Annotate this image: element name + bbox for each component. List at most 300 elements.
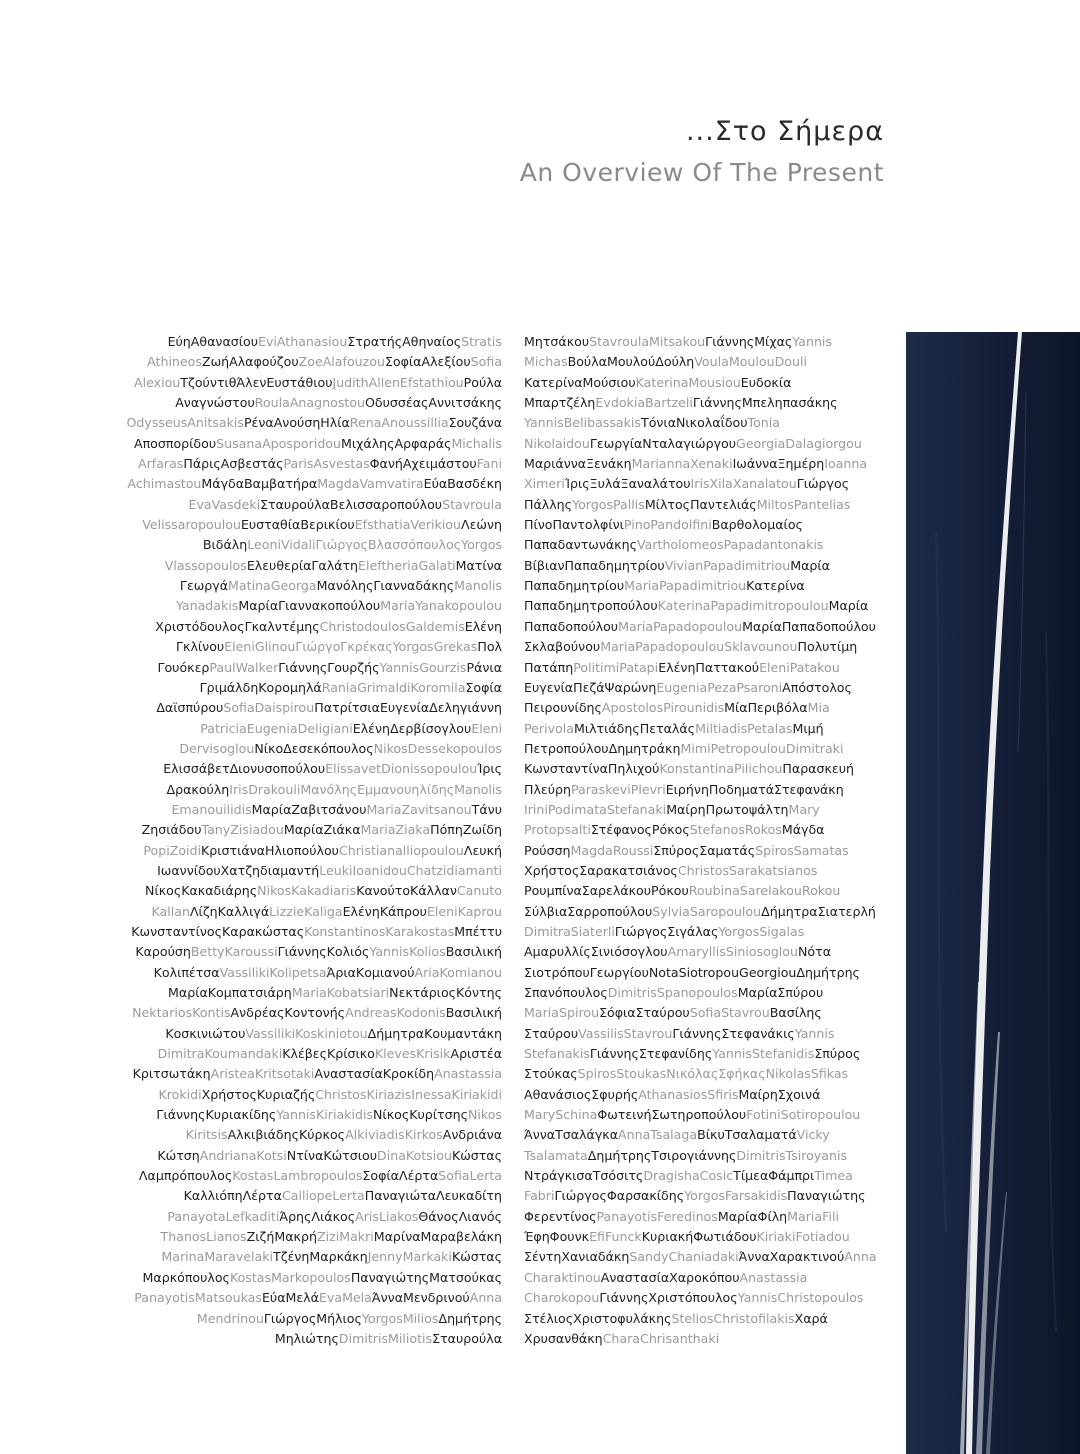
names-column-right — [524, 332, 888, 1349]
names-column-left — [96, 332, 502, 1349]
name-list-line — [96, 963, 502, 983]
greek-name-text: Σπανόπουλος — [524, 985, 608, 1000]
name-list-line — [96, 1227, 502, 1247]
greek-name-text: ΑλκιβιάδηςΚύρκος — [227, 1127, 346, 1143]
latin-name-text: Dervisoglou — [179, 740, 255, 756]
latin-name-text: EleniGlinouΓιώργοΓκρέκαςYorgosGrekas — [224, 639, 478, 655]
name-list-line — [96, 881, 502, 901]
greek-name-text: ΝτίναΚώτσιου — [286, 1147, 378, 1163]
greek-name-text: ΜαρίαΠαπαδοπούλου — [742, 618, 876, 634]
name-list-line — [96, 1166, 502, 1186]
latin-name-text: IrisDrakouliΜανόληςΕμμανουηλίδηςManolis — [229, 781, 502, 797]
name-list-line — [524, 1003, 888, 1023]
greek-name-text: ΜαρίαΚομπατσιάρη — [168, 985, 292, 1000]
greek-name-text: Λαμπρόπουλος — [138, 1168, 233, 1184]
latin-name-text: IrisXilaXanalatou — [690, 476, 797, 492]
greek-name-text: Τάνυ — [471, 801, 502, 817]
greek-name-text: ΜιχάληςΑρφαράς — [341, 435, 452, 451]
name-list-line — [96, 495, 502, 515]
latin-name-text: ApostolosPirounidis — [601, 700, 725, 716]
latin-name-text: ChristodoulosGaldemis — [319, 618, 465, 634]
latin-name-text: VassilikiKoskiniotou — [245, 1025, 368, 1041]
latin-name-text: Nikos — [467, 1107, 502, 1123]
greek-name-text: Κώτση — [157, 1147, 200, 1163]
greek-name-text: ΜαριάνναΞενάκη — [524, 456, 632, 472]
greek-name-text: ΠαναγιώταΛευκαδίτη — [364, 1188, 502, 1204]
greek-name-text: ΕύαΒασδέκη — [423, 476, 502, 492]
latin-name-text: Athineos — [147, 354, 202, 370]
name-list-line — [96, 902, 502, 922]
latin-name-text: EvaVasdeki — [188, 496, 261, 512]
latin-name-text: DimitrisMiliotis — [338, 1330, 433, 1346]
name-list-line — [96, 1105, 502, 1125]
name-list-line — [524, 678, 888, 698]
greek-name-text: Δημήτρης — [796, 964, 860, 980]
greek-name-text: ΣταυρούλαΒελισσαροπούλου — [260, 496, 443, 512]
name-list-line — [96, 576, 502, 596]
greek-name-text: ΕλισσάβετΔιονυσοπούλου — [163, 761, 326, 777]
greek-name-text: ΤόνιαΝικολαΐδου — [641, 415, 748, 431]
greek-name-text: ΧρήστοςΣαρακατσιάνος — [524, 862, 678, 878]
name-list-line — [524, 922, 888, 942]
greek-name-text: ΝτράγκισαΤσόσιτς — [524, 1168, 644, 1184]
greek-name-text: Πειρουνίδης — [524, 700, 602, 716]
name-list-line — [524, 658, 888, 678]
greek-name-text: ΒούλαΜουλούΔούλη — [567, 354, 695, 370]
greek-name-text: ΠαναγιώτηςΜατσούκας — [350, 1269, 502, 1285]
latin-name-text: ParisAsvestas — [283, 456, 370, 472]
greek-name-text: Δρακούλη — [166, 781, 230, 797]
greek-name-text: ΤζούντιθΆλενΕυστάθιου — [180, 374, 333, 390]
name-list-line — [96, 698, 502, 718]
greek-name-text: ΠατρίτσιαΕυγενίαΔεληγιάννη — [314, 700, 502, 716]
greek-name-text: Δημήτρης — [438, 1310, 502, 1326]
greek-name-text: Φερεντίνος — [524, 1208, 597, 1224]
greek-name-text: Μπαρτζέλη — [524, 395, 596, 411]
name-list-line — [96, 373, 502, 393]
name-list-line — [96, 474, 502, 494]
greek-name-text: Βασιλική — [445, 944, 502, 960]
name-list-line — [524, 474, 888, 494]
latin-name-text: KaterinaPapadimitropoulou — [657, 598, 829, 614]
latin-name-text: Perivola — [524, 720, 574, 736]
name-list-line — [524, 1146, 888, 1166]
latin-name-text: Arfaras — [137, 456, 184, 472]
name-list-line — [524, 1227, 888, 1247]
name-list-line — [524, 841, 888, 861]
name-list-line — [96, 556, 502, 576]
greek-name-text: ΆρηςΛιάκος — [279, 1208, 356, 1224]
greek-name-text: ΚανούτοΚάλλαν — [356, 883, 457, 899]
greek-name-text: Γιώργος — [796, 476, 850, 492]
name-list-line — [96, 841, 502, 861]
latin-name-text: StavroulaMitsakou — [589, 334, 706, 349]
greek-name-text: ΜαρίαΖιάκα — [283, 822, 361, 838]
latin-name-text: PinoPandolfini — [623, 517, 712, 533]
latin-name-text: DimitrisSpanopoulos — [607, 985, 738, 1000]
name-list-line — [96, 393, 502, 413]
latin-name-text: PanayotisMatsoukas — [134, 1290, 262, 1306]
greek-name-text: Κώστας — [451, 1147, 502, 1163]
latin-name-text: RaniaGrimaldiKoromila — [321, 679, 466, 695]
name-list-line — [524, 1309, 888, 1329]
latin-name-text: Michas — [524, 354, 568, 370]
name-list-line — [524, 881, 888, 901]
latin-name-text: MariaYanakopoulou — [380, 598, 502, 614]
latin-name-text: LizzieKaliga — [269, 903, 343, 919]
name-list-line — [96, 861, 502, 881]
name-list-line — [524, 1044, 888, 1064]
latin-name-text: Kallan — [151, 903, 190, 919]
greek-name-text: ΒίκυΤσαλαματά — [697, 1127, 797, 1143]
name-list-line — [96, 759, 502, 779]
greek-name-text: ΣύλβιαΣαρροπούλου — [524, 903, 653, 919]
latin-name-text: IriniPodimataStefanaki — [524, 801, 667, 817]
greek-name-text: ΛίζηΚαλλιγά — [189, 903, 270, 919]
page-title-english: An Overview Of The Present — [519, 158, 884, 187]
greek-name-text: ΆνναΤσαλάγκα — [524, 1127, 618, 1143]
greek-name-text: ΣπύροςΣαματάς — [653, 842, 756, 858]
greek-name-text: Γκλίνου — [176, 639, 225, 655]
greek-name-text: ΜαρίναΜαραβελάκη — [373, 1229, 502, 1245]
greek-name-text: Βιδάλη — [202, 537, 248, 553]
decorative-blue-panel — [906, 332, 1080, 1454]
greek-name-text: Λευκή — [463, 842, 502, 858]
greek-name-text: Πάλλης — [524, 496, 573, 512]
latin-name-text: Vicky — [796, 1127, 830, 1143]
name-list-line — [96, 1003, 502, 1023]
greek-name-text: Βασίλης — [769, 1005, 822, 1021]
name-list-line — [524, 983, 888, 1003]
greek-name-text: ΣοφίαΑλεξίου — [384, 354, 471, 370]
latin-name-text: JennyMarkaki — [367, 1249, 452, 1265]
latin-name-text: Timea — [814, 1168, 853, 1184]
name-list-line — [96, 658, 502, 678]
greek-name-text: ΆνναΧαρακτινού — [738, 1249, 845, 1265]
latin-name-text: EleniPatakou — [759, 659, 840, 675]
latin-name-text: EviAthanasiou — [257, 334, 348, 349]
latin-name-text: PatriciaEugeniaDeligiani — [200, 720, 353, 736]
greek-name-text: ΓιάννηςΓουρζής — [278, 659, 380, 675]
greek-name-text: Σκλαβούνου — [524, 639, 601, 655]
latin-name-text: AndrianaKotsi — [199, 1147, 287, 1163]
greek-name-text: Γουόκερ — [157, 659, 210, 675]
latin-name-text: SpirosSamatas — [755, 842, 849, 858]
name-list-line — [96, 515, 502, 535]
latin-name-text: KostasLambropoulos — [232, 1168, 363, 1184]
latin-name-text: Achimastou — [127, 476, 202, 492]
name-list-line — [524, 1288, 888, 1308]
greek-name-text: Σουζάνα — [448, 415, 502, 431]
greek-name-text: ΜίαΠεριβόλα — [724, 700, 808, 716]
greek-name-text: Μηλιώτης — [274, 1330, 339, 1346]
greek-name-text: ΕλένηΚάπρου — [342, 903, 427, 919]
greek-name-text: ΔημήτρηςΤσιρογιάννης — [587, 1147, 737, 1163]
latin-name-text: Stavroula — [442, 496, 502, 512]
name-list-line — [524, 1085, 888, 1105]
greek-name-text: ΜαρίαΖαβιτσάνου — [251, 801, 367, 817]
latin-name-text: OdysseusAnitsakis — [126, 415, 244, 431]
latin-name-text: VivianPapadimitriou — [664, 557, 791, 573]
latin-name-text: ZoeAlafouzou — [298, 354, 385, 370]
greek-name-text: ΓριμάλδηΚορομηλά — [199, 679, 322, 695]
greek-name-text: ΔήμητραΚουμαντάκη — [367, 1025, 502, 1041]
greek-name-text: ΣτέφανοςΡόκος — [590, 822, 690, 838]
latin-name-text: Kiritsis — [185, 1127, 228, 1143]
greek-name-text: ΓιάννηςΣτεφανίδης — [589, 1046, 713, 1062]
name-list-line — [524, 596, 888, 616]
greek-name-text: ΑμαρυλλίςΣινιόσογλου — [524, 944, 668, 960]
greek-name-text: Κριτσωτάκη — [132, 1066, 211, 1082]
greek-name-text: ΙωαννίδουΧατζηδιαμαντή — [157, 862, 320, 878]
greek-name-text: Μητσάκου — [524, 334, 590, 349]
latin-name-text: Alexiou — [134, 374, 181, 390]
greek-name-text: ΊριςΞυλάΞαναλάτου — [564, 476, 691, 492]
latin-name-text: DimitrisTsiroyanis — [736, 1147, 848, 1163]
name-list-line — [96, 1064, 502, 1084]
brush-stroke-graphic — [906, 332, 1080, 1454]
greek-name-text: ΣέντηΧανιαδάκη — [524, 1249, 630, 1265]
latin-name-text: YorgosSigalas — [718, 923, 805, 939]
greek-name-text: Πλεύρη — [524, 781, 571, 797]
greek-name-text: ΣόφιαΣταύρου — [599, 1005, 690, 1021]
greek-name-text: Ματίνα — [455, 557, 502, 573]
greek-name-text: Αριστέα — [450, 1046, 502, 1062]
latin-name-text: LeoniVidaliΓιώργοςΒλασσόπουλοςYorgos — [247, 537, 502, 553]
greek-name-text: Σταύρου — [524, 1025, 579, 1041]
latin-name-text: AthanasiosSfiris — [638, 1086, 739, 1102]
greek-name-text: ΚριστιάναΗλιοπούλου — [201, 842, 339, 858]
greek-name-text: Ζησιάδου — [141, 822, 202, 838]
greek-name-text: ΓιώργοςΦαρσακίδης — [554, 1188, 685, 1204]
name-list-line — [96, 1186, 502, 1206]
name-list-line — [524, 1166, 888, 1186]
latin-name-text: YannisKolios — [369, 944, 446, 960]
greek-name-text: Βαρθολομαίος — [711, 517, 803, 533]
greek-name-text: Μαρία — [790, 557, 830, 573]
latin-name-text: DinaKotsiou — [377, 1147, 452, 1163]
name-list-line — [524, 902, 888, 922]
name-list-line — [96, 1146, 502, 1166]
greek-name-text: Αναγνώστου — [175, 395, 255, 411]
latin-name-text: PolitimiPatapi — [573, 659, 659, 675]
latin-name-text: DragishaCosic — [643, 1168, 734, 1184]
greek-name-text: Ανδριάνα — [442, 1127, 502, 1143]
latin-name-text: ZiziMakri — [316, 1229, 374, 1245]
greek-name-text: ΆνναΜενδρινού — [371, 1290, 470, 1306]
greek-name-text: Μιμή — [792, 720, 824, 736]
greek-name-text: Σοφία — [465, 679, 502, 695]
greek-name-text: ΡουμπίναΣαρελάκου — [524, 883, 652, 899]
name-list-line — [96, 352, 502, 372]
greek-name-text: Πατάπη — [524, 659, 574, 675]
latin-name-text: Velissaropoulou — [142, 517, 241, 533]
greek-name-text: ΠάριςΑσβεστάς — [183, 456, 284, 472]
greek-name-text: ΧριστόδουλοςΓκαλντέμης — [155, 618, 320, 634]
greek-name-text: Στούκας — [524, 1066, 578, 1082]
greek-name-text: ΜαρίαΦίλη — [717, 1208, 788, 1224]
latin-name-text: VoulaMoulouDouli — [694, 354, 807, 370]
greek-name-text: Κώστας — [451, 1249, 502, 1265]
latin-name-text: MarinaMaravelaki — [161, 1249, 274, 1265]
latin-name-text: DimitraKoumandaki — [157, 1046, 283, 1062]
greek-name-text: ΦανήΑχειμάστου — [369, 456, 477, 472]
name-list-line — [96, 1125, 502, 1145]
latin-name-text: SteliosChristofilakis — [671, 1310, 795, 1326]
greek-name-text: Δαϊσπύρου — [156, 700, 224, 716]
latin-name-text: EfsthatiaVerikiou — [354, 517, 461, 533]
latin-name-text: LeukiIoanidouChatzidiamanti — [319, 862, 502, 878]
latin-name-text: Anastassia — [739, 1269, 808, 1285]
greek-name-text: ΜανόληςΓιανναδάκης — [316, 578, 455, 594]
greek-name-text: Παπαδημητρίου — [524, 578, 625, 594]
name-list-line — [524, 535, 888, 555]
greek-name-text: ΣτρατήςΑθηναίος — [347, 334, 462, 349]
greek-name-text: ΠετροπούλουΔημητράκη — [524, 740, 681, 756]
name-list-line — [96, 637, 502, 657]
latin-name-text: FotiniSotiropoulou — [746, 1107, 861, 1123]
greek-name-text: ΑνδρέαςΚοντονής — [230, 1005, 346, 1021]
latin-name-text: Anastassia — [434, 1066, 502, 1082]
name-list-line — [524, 942, 888, 962]
latin-name-text: KonstantinosKarakostas — [304, 923, 455, 939]
latin-name-text: EvdokiaBartzeli — [595, 395, 693, 411]
latin-name-text: RenaAnoussillia — [349, 415, 449, 431]
name-list-line — [96, 1207, 502, 1227]
name-list-line — [96, 1085, 502, 1105]
name-list-line — [96, 800, 502, 820]
latin-name-text: MiltosPantelias — [756, 496, 851, 512]
name-list-line — [524, 576, 888, 596]
greek-name-text: ΓιάννηςΜπεληπασάκης — [692, 395, 838, 411]
name-list-line — [524, 352, 888, 372]
latin-name-text: GeorgiaDalagiorgou — [736, 435, 862, 451]
latin-name-text: Charokopou — [524, 1290, 600, 1306]
latin-name-text: YannisBelibassakis — [524, 415, 641, 431]
greek-name-text: ΕυσταθίαΒερικίου — [240, 517, 355, 533]
latin-name-text: MarySchina — [524, 1107, 598, 1123]
latin-name-text: ElissavetDionissopoulou — [325, 761, 478, 777]
name-list-line — [524, 739, 888, 759]
latin-name-text: EugeniaPezaPsaroni — [656, 679, 783, 695]
greek-name-text: ΕλευθερίαΓαλάτη — [246, 557, 359, 573]
greek-name-text: Μάγδα — [781, 822, 825, 838]
greek-name-text: ΤζένηΜαρκάκη — [273, 1249, 368, 1265]
latin-name-text: Nikolaidou — [524, 435, 590, 451]
latin-name-text: Manolis — [454, 578, 502, 594]
greek-name-text: Ρόκου — [651, 883, 689, 899]
name-list-line — [96, 596, 502, 616]
greek-name-text: ΆριαΚομιανού — [326, 964, 415, 980]
greek-name-text: Παναγιώτης — [787, 1188, 866, 1204]
name-list-line — [96, 780, 502, 800]
greek-name-text: ΜάγδαΒαμβατήρα — [201, 476, 318, 492]
name-list-line — [96, 1329, 502, 1349]
greek-name-text: Ρούλα — [463, 374, 502, 390]
greek-name-text: Ράνια — [466, 659, 502, 675]
name-list-line — [524, 1024, 888, 1044]
greek-name-text: ΈφηΦουνκ — [524, 1229, 590, 1245]
name-list-line — [524, 495, 888, 515]
greek-name-text: Ρούσση — [524, 842, 571, 858]
latin-name-text: StefanosRokos — [689, 822, 782, 838]
greek-name-text: ΖωήΑλαφούζου — [201, 354, 299, 370]
greek-name-text: ΣοφίαΛέρτα — [362, 1168, 439, 1184]
greek-name-text: ΑναστασίαΚροκίδη — [314, 1066, 435, 1082]
greek-name-text: ΓιώργοςΜήλιος — [263, 1310, 362, 1326]
greek-name-text: ΝεκτάριοςΚόντης — [389, 985, 502, 1000]
name-list-line — [524, 1268, 888, 1288]
greek-name-text: ΔήμητραΣιατερλή — [761, 903, 876, 919]
greek-name-text: ΓιάννηςΚυριακίδης — [156, 1107, 277, 1123]
latin-name-text: NikosKakadiaris — [257, 883, 357, 899]
name-list-line — [96, 1309, 502, 1329]
latin-name-text: YannisChristopoulos — [737, 1290, 864, 1306]
latin-name-text: AndreasKodonis — [345, 1005, 446, 1021]
latin-name-text: Anna — [469, 1290, 502, 1306]
latin-name-text: SandyChaniadaki — [629, 1249, 739, 1265]
latin-name-text: YannisGourzis — [379, 659, 467, 675]
latin-name-text: Protopsalti — [524, 822, 591, 838]
latin-name-text: DimitraSiaterli — [524, 923, 615, 939]
greek-name-text: ΠίνοΠαντολφίνι — [524, 517, 624, 533]
name-list-line — [96, 332, 502, 352]
name-list-line — [524, 1064, 888, 1084]
name-list-line — [524, 373, 888, 393]
latin-name-text: BettyKaroussi — [190, 944, 278, 960]
latin-name-text: VassilisStavrou — [578, 1025, 673, 1041]
name-list-line — [524, 332, 888, 352]
latin-name-text: Mendrinou — [196, 1310, 264, 1326]
latin-name-text: KlevesKrisik — [374, 1046, 451, 1062]
name-list-line — [524, 617, 888, 637]
page-title-greek: ...Στο Σήμερα — [685, 116, 884, 147]
latin-name-text: Krokidi — [158, 1086, 202, 1102]
latin-name-text: MagdaVamvatira — [317, 476, 424, 492]
latin-name-text: AlkiviadisKirkos — [345, 1127, 443, 1143]
latin-name-text: YorgosMilios — [361, 1310, 439, 1326]
latin-name-text: PopiZoidi — [143, 842, 202, 858]
greek-name-text: Λεώνη — [461, 517, 502, 533]
greek-name-text: ΓεωργίαΝταλαγιώργου — [589, 435, 737, 451]
name-list-line — [96, 1288, 502, 1308]
greek-name-text: ΓιάννηςΜίχας — [705, 334, 793, 349]
latin-name-text: ChristosKiriazisInessaKiriakidi — [315, 1086, 502, 1102]
greek-name-text: ΡέναΑνούσηΗλία — [243, 415, 350, 431]
latin-name-text: KaterinaMousiou — [635, 374, 741, 390]
latin-name-text: JudithAllenEfstathiou — [332, 374, 464, 390]
greek-name-text: ΓιάννηςΚολιός — [277, 944, 370, 960]
name-list-line — [524, 393, 888, 413]
greek-name-text: Κοσκινιώτου — [165, 1025, 246, 1041]
latin-name-text: SusanaAposporidou — [216, 435, 341, 451]
latin-name-text: SofiaDaispirou — [223, 700, 315, 716]
greek-name-text: Παπαδημητροπούλου — [524, 598, 658, 614]
greek-name-text: ΤίμεαΦάμπρι — [733, 1168, 815, 1184]
latin-name-text: KostasMarkopoulos — [229, 1269, 351, 1285]
latin-name-text: MariaSpirou — [524, 1005, 600, 1021]
greek-name-text: Ελένη — [464, 618, 502, 634]
greek-name-text: ΕιρήνηΠοδηματάΣτεφανάκη — [665, 781, 844, 797]
name-list-line — [524, 820, 888, 840]
name-list-line — [96, 434, 502, 454]
name-list-line — [96, 983, 502, 1003]
name-list-line — [524, 637, 888, 657]
latin-name-text: YannisStefanidis — [712, 1046, 815, 1062]
name-list-line — [96, 1268, 502, 1288]
latin-name-text: YannisKiriakidis — [276, 1107, 374, 1123]
name-list-line — [524, 780, 888, 800]
